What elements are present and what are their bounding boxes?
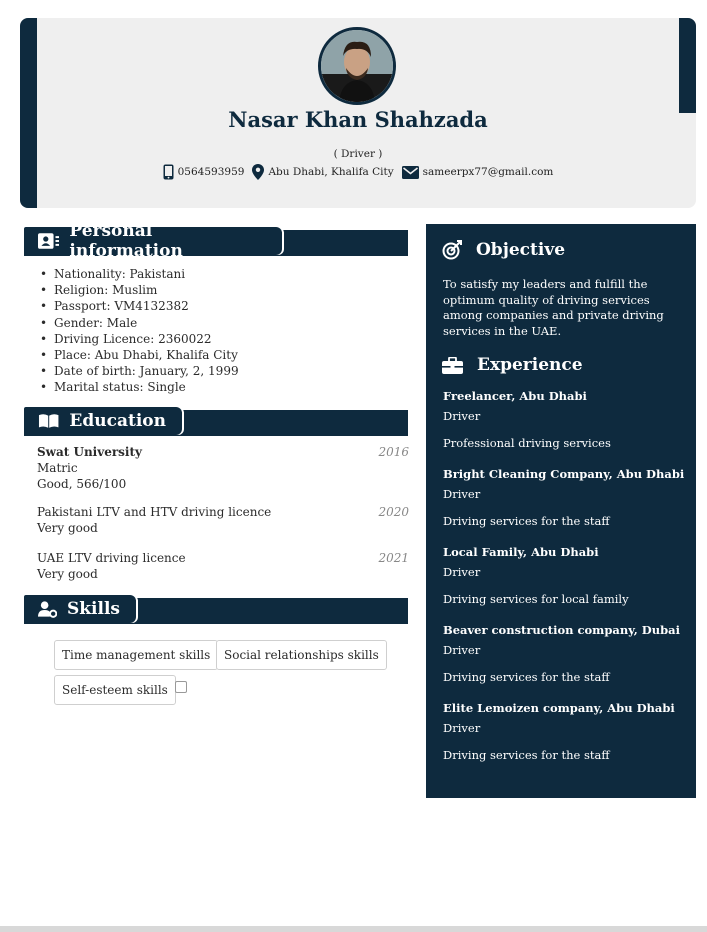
phone-number: 0564593959 [177, 166, 245, 178]
education-detail: Very good [37, 521, 98, 535]
map-pin-icon [252, 164, 264, 180]
education-detail: Good, 566/100 [37, 477, 127, 491]
education-year: 2020 [378, 505, 409, 519]
education-detail: Matric [37, 461, 78, 475]
page-bottom-border [0, 926, 707, 932]
job-description: Professional driving services [443, 436, 611, 450]
experience-item [443, 467, 688, 528]
email-contact[interactable] [402, 166, 554, 179]
job-description: Driving services for the staff [443, 670, 610, 684]
job-role-text: Driver [443, 643, 481, 657]
job-description: Driving services for local family [443, 592, 629, 606]
id-card-icon [38, 233, 59, 249]
list-item: • Marital status: Single [40, 379, 239, 395]
right-panel [426, 224, 696, 798]
list-item: • Driving Licence: 2360022 [40, 331, 239, 347]
education-entry [37, 550, 409, 582]
location-text: Abu Dhabi, Khalifa City [268, 166, 394, 178]
personal-info-header [24, 221, 408, 261]
list-item: • Nationality: Pakistani [40, 266, 239, 282]
skill-tag: Self-esteem skills [54, 675, 176, 705]
list-item: • Place: Abu Dhabi, Khalifa City [40, 347, 239, 363]
education-year: 2016 [378, 445, 409, 459]
personal-info-title: Personal information [69, 221, 183, 261]
envelope-icon [402, 166, 419, 179]
experience-title: Experience [477, 355, 583, 375]
location-contact [252, 164, 393, 180]
education-header [24, 410, 408, 436]
briefcase-icon [442, 357, 463, 374]
school-name: Swat University [37, 445, 142, 459]
email-text: sameerpx77@gmail.com [422, 166, 554, 178]
experience-item [443, 389, 688, 450]
company-name: Local Family, Abu Dhabi [443, 545, 599, 559]
checkbox[interactable] [175, 681, 187, 693]
header-accent-right [679, 18, 696, 113]
objective-header [442, 240, 565, 260]
company-name: Beaver construction company, Dubai [443, 623, 680, 637]
company-name: Elite Lemoizen company, Abu Dhabi [443, 701, 675, 715]
job-description: Driving services for the staff [443, 748, 610, 762]
company-name: Bright Cleaning Company, Abu Dhabi [443, 467, 685, 481]
job-description: Driving services for the staff [443, 514, 610, 528]
contact-row [20, 164, 696, 180]
school-name: Pakistani LTV and HTV driving licence [37, 505, 272, 519]
experience-item [443, 623, 688, 684]
list-item: • Religion: Muslim [40, 282, 239, 298]
person-name: Nasar Khan Shahzada [228, 107, 488, 132]
phone-icon [163, 164, 174, 180]
experience-item [443, 545, 688, 606]
job-role-text: Driver [443, 409, 481, 423]
skills-header [24, 598, 408, 624]
list-item: • Passport: VM4132382 [40, 298, 239, 314]
education-detail: Very good [37, 567, 98, 581]
experience-item [443, 701, 688, 762]
user-gear-icon [38, 600, 57, 618]
education-entry [37, 444, 409, 492]
school-name: UAE LTV driving licence [37, 551, 186, 565]
company-name: Freelancer, Abu Dhabi [443, 389, 587, 403]
education-entry [37, 504, 409, 536]
list-item: • Gender: Male [40, 315, 239, 331]
objective-title: Objective [476, 240, 566, 260]
target-icon [442, 240, 462, 260]
header-card [20, 18, 696, 208]
job-role-text: Driver [443, 487, 481, 501]
list-item: • Date of birth: January, 2, 1999 [40, 363, 239, 379]
education-title: Education [69, 411, 166, 431]
job-role-text: Driver [443, 565, 481, 579]
skill-tag: Social relationships skills [216, 640, 387, 670]
skills-title: Skills [66, 599, 120, 619]
education-year: 2021 [378, 551, 409, 565]
objective-text: To satisfy my leaders and fulfill the optimum quality of driving services among companies and private driving services in the UAE. [443, 277, 664, 338]
experience-header [442, 355, 583, 375]
personal-info-list [40, 266, 239, 396]
avatar [318, 27, 396, 105]
job-role-text: Driver [443, 721, 481, 735]
job-role: ( Driver ) [333, 148, 383, 160]
skill-tag: Time management skills [54, 640, 218, 670]
book-icon [38, 413, 59, 429]
phone-contact[interactable] [163, 164, 245, 180]
